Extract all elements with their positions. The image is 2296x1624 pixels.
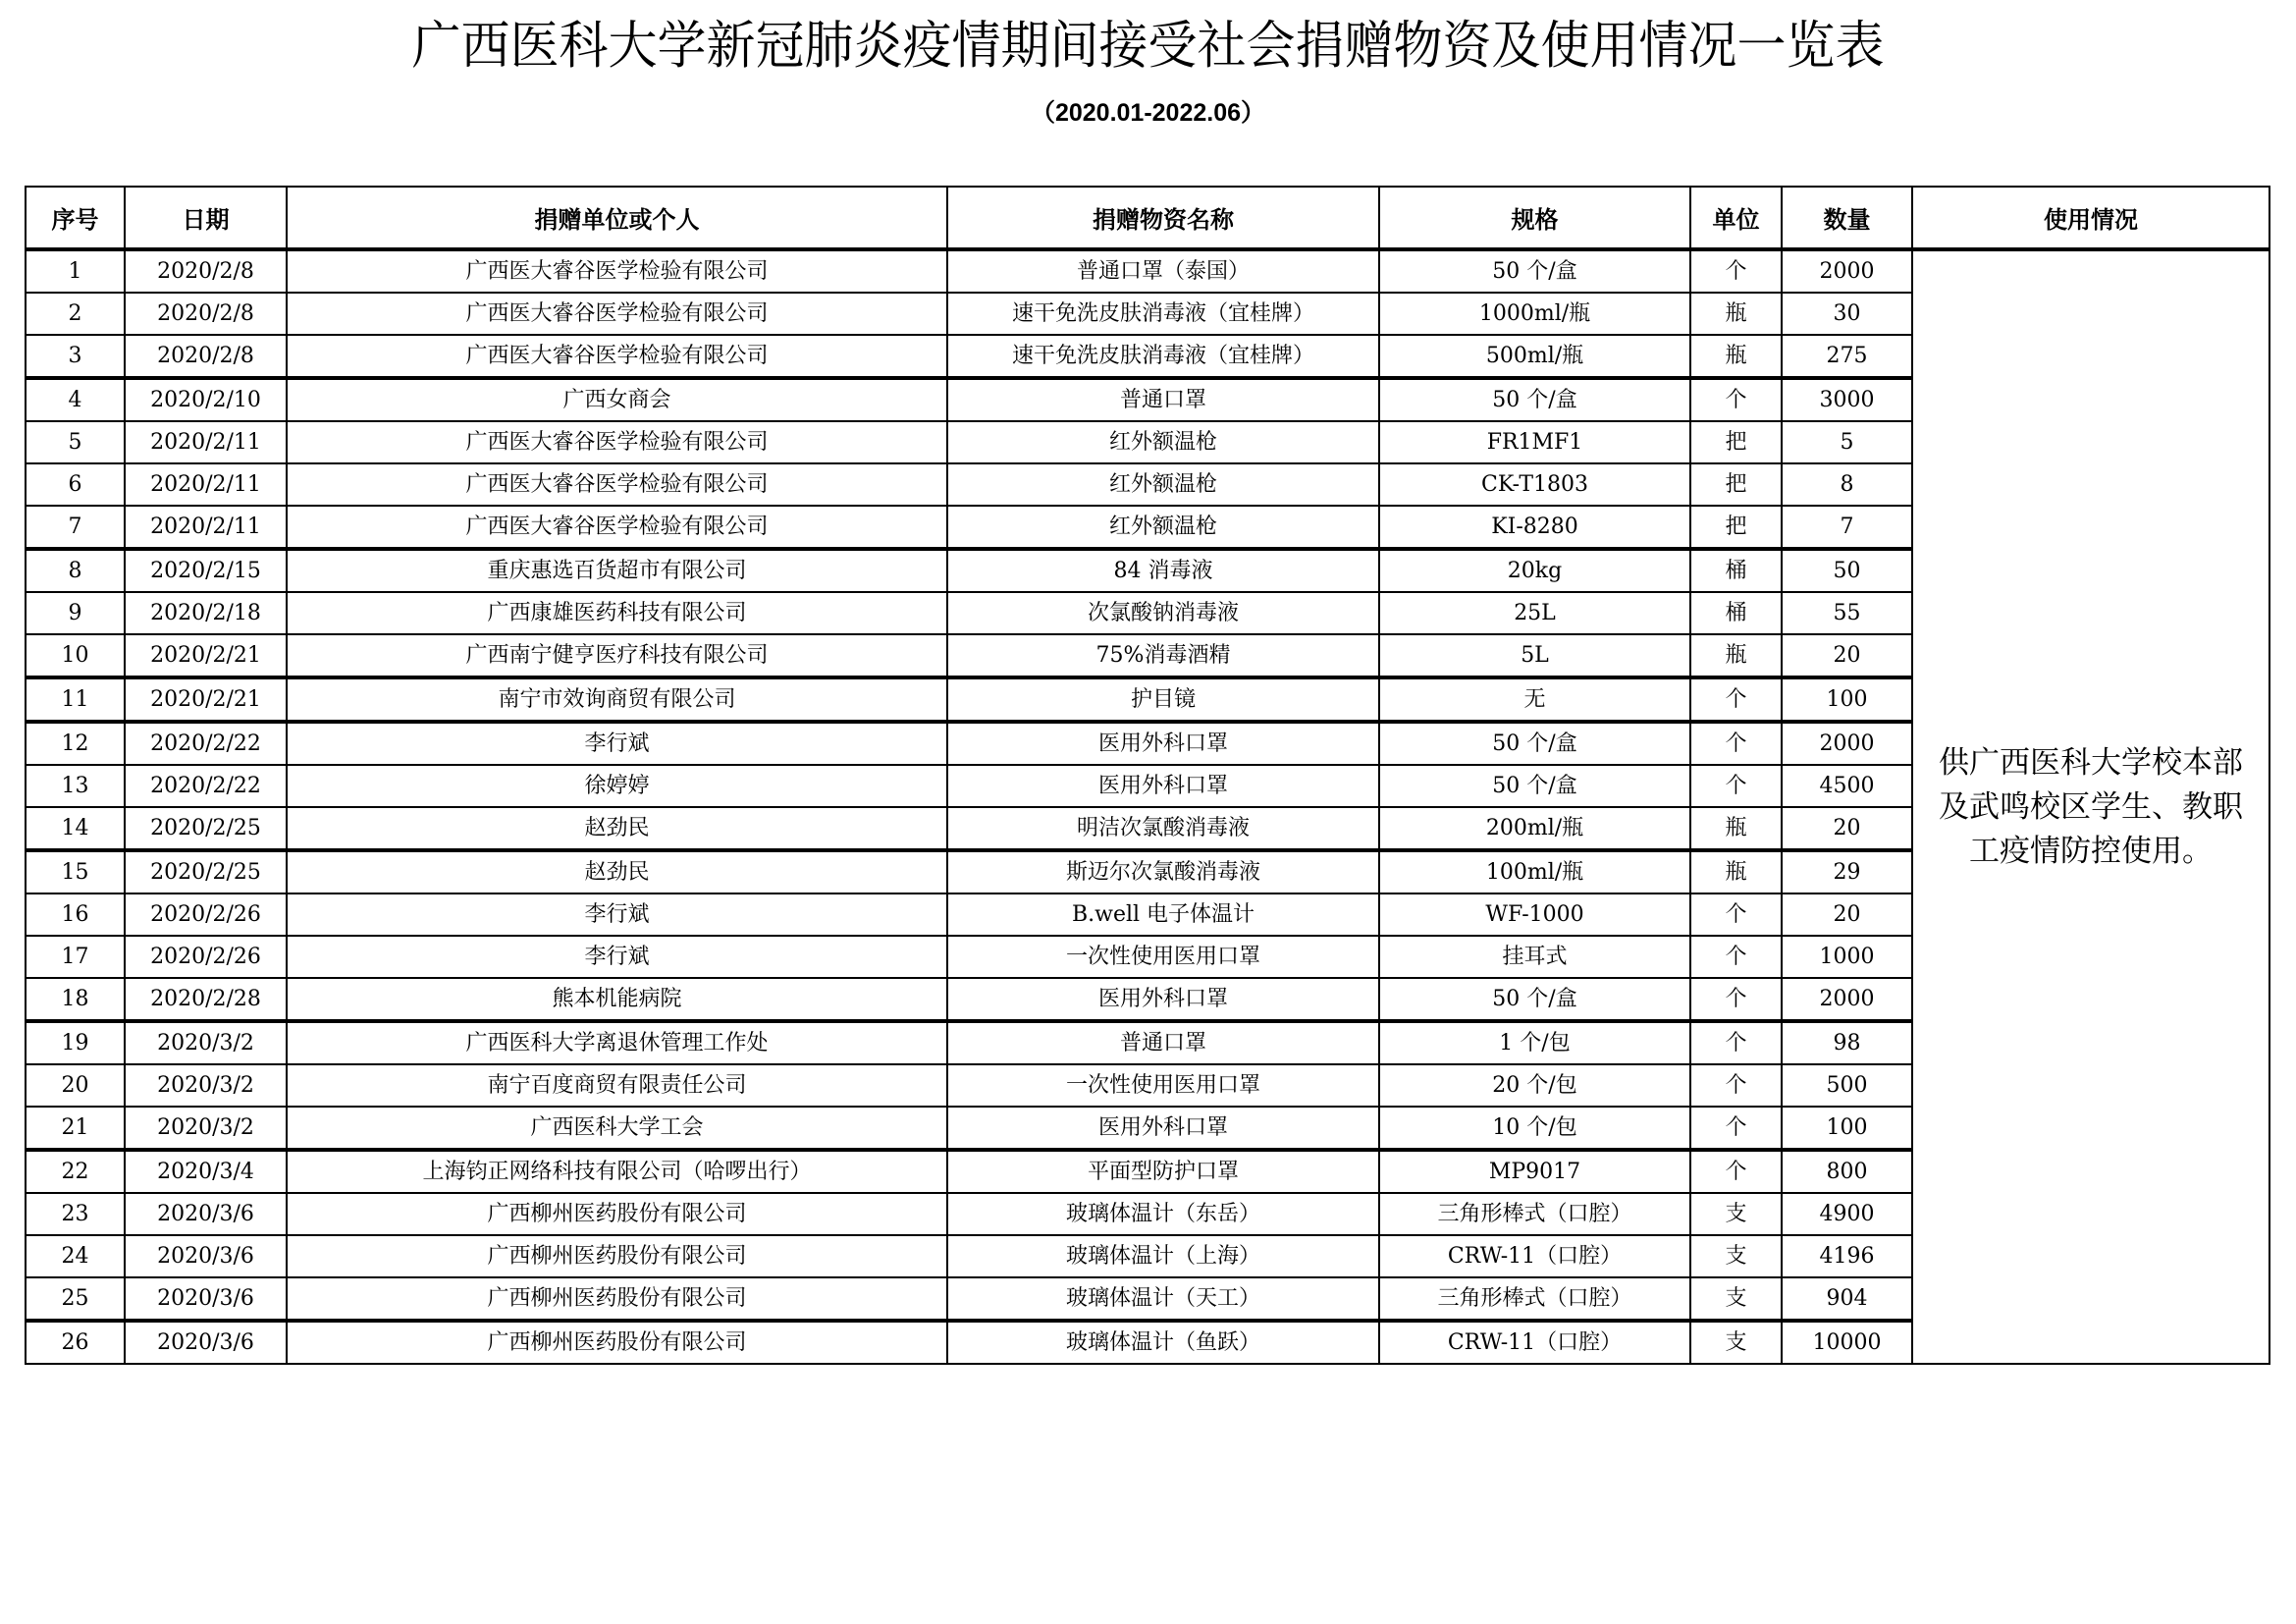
row-spec: 三角形棒式（口腔） bbox=[1379, 1193, 1690, 1235]
row-spec: 25L bbox=[1379, 592, 1690, 634]
row-item-name: 次氯酸钠消毒液 bbox=[947, 592, 1379, 634]
row-donor: 李行斌 bbox=[287, 893, 947, 936]
row-number: 20 bbox=[26, 1064, 125, 1107]
row-number: 23 bbox=[26, 1193, 125, 1235]
row-spec: WF-1000 bbox=[1379, 893, 1690, 936]
row-quantity: 500 bbox=[1782, 1064, 1912, 1107]
row-date: 2020/2/18 bbox=[125, 592, 287, 634]
row-spec: FR1MF1 bbox=[1379, 421, 1690, 463]
row-item-name: 玻璃体温计（东岳） bbox=[947, 1193, 1379, 1235]
row-date: 2020/2/11 bbox=[125, 421, 287, 463]
row-date: 2020/3/6 bbox=[125, 1277, 287, 1321]
row-item-name: 玻璃体温计（天工） bbox=[947, 1277, 1379, 1321]
row-unit: 把 bbox=[1690, 506, 1782, 549]
row-number: 14 bbox=[26, 807, 125, 850]
donation-table bbox=[25, 186, 2270, 1365]
row-date: 2020/2/11 bbox=[125, 463, 287, 506]
row-quantity: 100 bbox=[1782, 677, 1912, 722]
row-item-name: B.well 电子体温计 bbox=[947, 893, 1379, 936]
row-date: 2020/2/8 bbox=[125, 293, 287, 335]
col-header-no: 序号 bbox=[26, 187, 125, 249]
row-item-name: 普通口罩 bbox=[947, 378, 1379, 421]
row-quantity: 100 bbox=[1782, 1107, 1912, 1150]
col-header-qty: 数量 bbox=[1782, 187, 1912, 249]
row-donor: 南宁市效询商贸有限公司 bbox=[287, 677, 947, 722]
row-donor: 广西柳州医药股份有限公司 bbox=[287, 1321, 947, 1364]
row-unit: 个 bbox=[1690, 893, 1782, 936]
row-spec: 三角形棒式（口腔） bbox=[1379, 1277, 1690, 1321]
document-date-range: （2020.01-2022.06） bbox=[1030, 99, 1266, 127]
row-quantity: 10000 bbox=[1782, 1321, 1912, 1364]
row-spec: 200ml/瓶 bbox=[1379, 807, 1690, 850]
row-quantity: 55 bbox=[1782, 592, 1912, 634]
row-quantity: 1000 bbox=[1782, 936, 1912, 978]
row-date: 2020/2/8 bbox=[125, 335, 287, 378]
row-unit: 个 bbox=[1690, 1064, 1782, 1107]
row-spec: 100ml/瓶 bbox=[1379, 850, 1690, 893]
row-item-name: 玻璃体温计（鱼跃） bbox=[947, 1321, 1379, 1364]
row-date: 2020/3/6 bbox=[125, 1193, 287, 1235]
row-unit: 瓶 bbox=[1690, 335, 1782, 378]
row-quantity: 2000 bbox=[1782, 249, 1912, 293]
row-number: 22 bbox=[26, 1150, 125, 1193]
row-donor: 广西医大睿谷医学检验有限公司 bbox=[287, 421, 947, 463]
row-spec: 20kg bbox=[1379, 549, 1690, 592]
row-donor: 广西康雄医药科技有限公司 bbox=[287, 592, 947, 634]
row-unit: 瓶 bbox=[1690, 850, 1782, 893]
row-number: 25 bbox=[26, 1277, 125, 1321]
col-header-item: 捐赠物资名称 bbox=[947, 187, 1379, 249]
row-number: 13 bbox=[26, 765, 125, 807]
row-item-name: 红外额温枪 bbox=[947, 421, 1379, 463]
row-spec: 1 个/包 bbox=[1379, 1021, 1690, 1064]
document-title: 广西医科大学新冠肺炎疫情期间接受社会捐赠物资及使用情况一览表 bbox=[411, 15, 1885, 76]
row-spec: 无 bbox=[1379, 677, 1690, 722]
row-date: 2020/2/25 bbox=[125, 850, 287, 893]
row-donor: 南宁百度商贸有限责任公司 bbox=[287, 1064, 947, 1107]
row-donor: 广西医大睿谷医学检验有限公司 bbox=[287, 249, 947, 293]
row-quantity: 50 bbox=[1782, 549, 1912, 592]
row-quantity: 800 bbox=[1782, 1150, 1912, 1193]
row-quantity: 20 bbox=[1782, 807, 1912, 850]
row-donor: 广西医大睿谷医学检验有限公司 bbox=[287, 335, 947, 378]
row-donor: 重庆惠选百货超市有限公司 bbox=[287, 549, 947, 592]
row-unit: 支 bbox=[1690, 1277, 1782, 1321]
col-header-date: 日期 bbox=[125, 187, 287, 249]
row-number: 15 bbox=[26, 850, 125, 893]
row-quantity: 8 bbox=[1782, 463, 1912, 506]
row-unit: 把 bbox=[1690, 421, 1782, 463]
row-date: 2020/2/26 bbox=[125, 936, 287, 978]
row-date: 2020/3/6 bbox=[125, 1235, 287, 1277]
row-item-name: 医用外科口罩 bbox=[947, 722, 1379, 765]
row-quantity: 20 bbox=[1782, 893, 1912, 936]
row-spec: 50 个/盒 bbox=[1379, 249, 1690, 293]
row-spec: MP9017 bbox=[1379, 1150, 1690, 1193]
row-date: 2020/2/22 bbox=[125, 765, 287, 807]
row-item-name: 84 消毒液 bbox=[947, 549, 1379, 592]
row-number: 12 bbox=[26, 722, 125, 765]
row-number: 3 bbox=[26, 335, 125, 378]
row-item-name: 玻璃体温计（上海） bbox=[947, 1235, 1379, 1277]
row-donor: 广西医科大学离退休管理工作处 bbox=[287, 1021, 947, 1064]
row-item-name: 红外额温枪 bbox=[947, 463, 1379, 506]
row-date: 2020/2/21 bbox=[125, 677, 287, 722]
row-number: 17 bbox=[26, 936, 125, 978]
row-unit: 个 bbox=[1690, 765, 1782, 807]
table-body bbox=[26, 249, 2269, 1364]
row-date: 2020/3/4 bbox=[125, 1150, 287, 1193]
row-number: 1 bbox=[26, 249, 125, 293]
row-spec: 10 个/包 bbox=[1379, 1107, 1690, 1150]
row-unit: 个 bbox=[1690, 1107, 1782, 1150]
row-unit: 瓶 bbox=[1690, 634, 1782, 677]
row-number: 6 bbox=[26, 463, 125, 506]
row-donor: 广西医科大学工会 bbox=[287, 1107, 947, 1150]
row-quantity: 5 bbox=[1782, 421, 1912, 463]
row-number: 8 bbox=[26, 549, 125, 592]
row-number: 10 bbox=[26, 634, 125, 677]
row-quantity: 4900 bbox=[1782, 1193, 1912, 1235]
row-item-name: 一次性使用医用口罩 bbox=[947, 936, 1379, 978]
row-quantity: 904 bbox=[1782, 1277, 1912, 1321]
row-quantity: 3000 bbox=[1782, 378, 1912, 421]
usage-note: 供广西医科大学校本部及武鸣校区学生、教职工疫情防控使用。 bbox=[1912, 249, 2269, 1364]
row-spec: CRW-11（口腔） bbox=[1379, 1321, 1690, 1364]
row-number: 7 bbox=[26, 506, 125, 549]
row-date: 2020/3/2 bbox=[125, 1107, 287, 1150]
row-date: 2020/2/26 bbox=[125, 893, 287, 936]
row-quantity: 29 bbox=[1782, 850, 1912, 893]
table-row bbox=[26, 249, 2269, 293]
row-item-name: 医用外科口罩 bbox=[947, 978, 1379, 1021]
row-donor: 广西女商会 bbox=[287, 378, 947, 421]
row-donor: 赵劲民 bbox=[287, 850, 947, 893]
row-number: 11 bbox=[26, 677, 125, 722]
row-spec: 1000ml/瓶 bbox=[1379, 293, 1690, 335]
row-number: 9 bbox=[26, 592, 125, 634]
row-quantity: 4500 bbox=[1782, 765, 1912, 807]
row-number: 16 bbox=[26, 893, 125, 936]
row-number: 5 bbox=[26, 421, 125, 463]
row-quantity: 2000 bbox=[1782, 722, 1912, 765]
row-spec: KI-8280 bbox=[1379, 506, 1690, 549]
row-donor: 广西医大睿谷医学检验有限公司 bbox=[287, 506, 947, 549]
row-unit: 个 bbox=[1690, 1150, 1782, 1193]
row-quantity: 20 bbox=[1782, 634, 1912, 677]
row-date: 2020/2/10 bbox=[125, 378, 287, 421]
row-donor: 广西南宁健亨医疗科技有限公司 bbox=[287, 634, 947, 677]
row-donor: 广西柳州医药股份有限公司 bbox=[287, 1235, 947, 1277]
row-unit: 个 bbox=[1690, 722, 1782, 765]
row-date: 2020/2/25 bbox=[125, 807, 287, 850]
row-item-name: 斯迈尔次氯酸消毒液 bbox=[947, 850, 1379, 893]
row-donor: 广西柳州医药股份有限公司 bbox=[287, 1193, 947, 1235]
row-spec: 50 个/盒 bbox=[1379, 722, 1690, 765]
row-unit: 个 bbox=[1690, 249, 1782, 293]
row-item-name: 速干免洗皮肤消毒液（宜桂牌） bbox=[947, 293, 1379, 335]
row-quantity: 275 bbox=[1782, 335, 1912, 378]
row-donor: 李行斌 bbox=[287, 936, 947, 978]
row-spec: 50 个/盒 bbox=[1379, 978, 1690, 1021]
row-item-name: 速干免洗皮肤消毒液（宜桂牌） bbox=[947, 335, 1379, 378]
row-unit: 瓶 bbox=[1690, 293, 1782, 335]
row-spec: 50 个/盒 bbox=[1379, 765, 1690, 807]
row-spec: 挂耳式 bbox=[1379, 936, 1690, 978]
row-date: 2020/3/2 bbox=[125, 1021, 287, 1064]
row-number: 18 bbox=[26, 978, 125, 1021]
row-unit: 个 bbox=[1690, 978, 1782, 1021]
row-date: 2020/2/15 bbox=[125, 549, 287, 592]
row-date: 2020/2/21 bbox=[125, 634, 287, 677]
row-date: 2020/2/11 bbox=[125, 506, 287, 549]
row-quantity: 7 bbox=[1782, 506, 1912, 549]
row-date: 2020/3/6 bbox=[125, 1321, 287, 1364]
row-quantity: 30 bbox=[1782, 293, 1912, 335]
row-spec: CRW-11（口腔） bbox=[1379, 1235, 1690, 1277]
row-item-name: 一次性使用医用口罩 bbox=[947, 1064, 1379, 1107]
row-spec: 50 个/盒 bbox=[1379, 378, 1690, 421]
row-unit: 桶 bbox=[1690, 549, 1782, 592]
row-unit: 瓶 bbox=[1690, 807, 1782, 850]
header-row bbox=[26, 187, 2269, 249]
row-donor: 赵劲民 bbox=[287, 807, 947, 850]
row-quantity: 2000 bbox=[1782, 978, 1912, 1021]
row-unit: 支 bbox=[1690, 1321, 1782, 1364]
col-header-donor: 捐赠单位或个人 bbox=[287, 187, 947, 249]
row-number: 2 bbox=[26, 293, 125, 335]
row-date: 2020/2/22 bbox=[125, 722, 287, 765]
row-item-name: 护目镜 bbox=[947, 677, 1379, 722]
row-item-name: 红外额温枪 bbox=[947, 506, 1379, 549]
row-spec: 20 个/包 bbox=[1379, 1064, 1690, 1107]
row-unit: 支 bbox=[1690, 1193, 1782, 1235]
row-quantity: 4196 bbox=[1782, 1235, 1912, 1277]
row-number: 21 bbox=[26, 1107, 125, 1150]
row-donor: 广西柳州医药股份有限公司 bbox=[287, 1277, 947, 1321]
row-date: 2020/3/2 bbox=[125, 1064, 287, 1107]
row-unit: 个 bbox=[1690, 378, 1782, 421]
row-item-name: 普通口罩 bbox=[947, 1021, 1379, 1064]
row-item-name: 平面型防护口罩 bbox=[947, 1150, 1379, 1193]
row-date: 2020/2/8 bbox=[125, 249, 287, 293]
row-unit: 个 bbox=[1690, 1021, 1782, 1064]
row-donor: 徐婷婷 bbox=[287, 765, 947, 807]
row-donor: 熊本机能病院 bbox=[287, 978, 947, 1021]
row-donor: 广西医大睿谷医学检验有限公司 bbox=[287, 293, 947, 335]
row-donor: 广西医大睿谷医学检验有限公司 bbox=[287, 463, 947, 506]
col-header-unit: 单位 bbox=[1690, 187, 1782, 249]
row-spec: 5L bbox=[1379, 634, 1690, 677]
row-number: 4 bbox=[26, 378, 125, 421]
row-number: 19 bbox=[26, 1021, 125, 1064]
row-donor: 上海钧正网络科技有限公司（哈啰出行） bbox=[287, 1150, 947, 1193]
row-item-name: 医用外科口罩 bbox=[947, 1107, 1379, 1150]
row-item-name: 普通口罩（泰国） bbox=[947, 249, 1379, 293]
row-item-name: 医用外科口罩 bbox=[947, 765, 1379, 807]
row-item-name: 明洁次氯酸消毒液 bbox=[947, 807, 1379, 850]
row-spec: 500ml/瓶 bbox=[1379, 335, 1690, 378]
row-spec: CK-T1803 bbox=[1379, 463, 1690, 506]
row-donor: 李行斌 bbox=[287, 722, 947, 765]
row-date: 2020/2/28 bbox=[125, 978, 287, 1021]
row-number: 24 bbox=[26, 1235, 125, 1277]
row-quantity: 98 bbox=[1782, 1021, 1912, 1064]
col-header-spec: 规格 bbox=[1379, 187, 1690, 249]
col-header-usage: 使用情况 bbox=[1912, 187, 2269, 249]
row-item-name: 75%消毒酒精 bbox=[947, 634, 1379, 677]
row-unit: 个 bbox=[1690, 677, 1782, 722]
row-unit: 把 bbox=[1690, 463, 1782, 506]
row-number: 26 bbox=[26, 1321, 125, 1364]
row-unit: 个 bbox=[1690, 936, 1782, 978]
row-unit: 支 bbox=[1690, 1235, 1782, 1277]
row-unit: 桶 bbox=[1690, 592, 1782, 634]
